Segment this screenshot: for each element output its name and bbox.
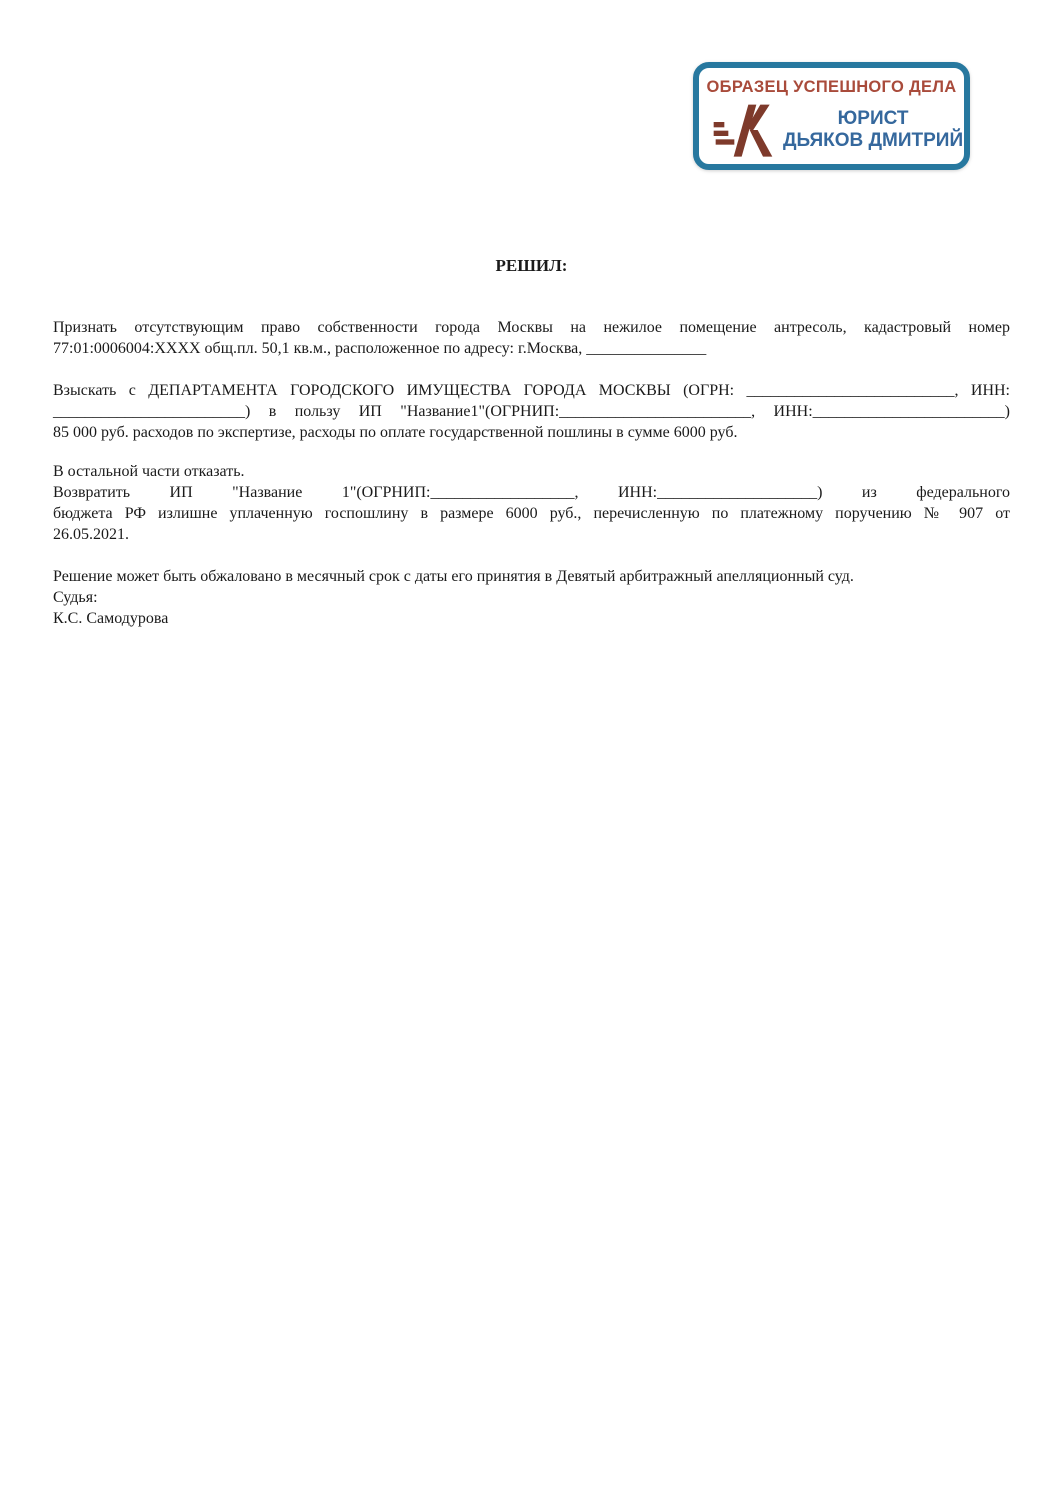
- decision-heading: РЕШИЛ:: [495, 256, 568, 275]
- logo-name: [783, 108, 963, 152]
- text-line: Возвратить ИП "Название 1"(ОГРНИП:__________________, ИНН:____________________) из федерального: [53, 484, 1010, 501]
- text-line: Взыскать с ДЕПАРТАМЕНТА ГОРОДСКОГО ИМУЩЕСТВА ГОРОДА МОСКВЫ (ОГРН: __________________________, ИНН:: [53, 382, 1010, 399]
- logo-tagline: ОБРАЗЕЦ УСПЕШНОГО ДЕЛА: [706, 78, 957, 96]
- stylized-k-logo-icon: [711, 102, 783, 158]
- paragraph-recover-costs: [53, 380, 1010, 443]
- text-line: ________________________) в пользу ИП "Название1"(ОГРНИП:________________________, ИНН:________________________): [53, 403, 1010, 420]
- text-line: 26.05.2021.: [53, 526, 129, 543]
- judge-label: Судья:: [53, 589, 98, 606]
- paragraph-refund-fee: [53, 461, 1010, 545]
- paragraph-recognize-ownership: [53, 317, 1010, 359]
- text-line: 85 000 руб. расходов по экспертизе, расходы по оплате государственной пошлины в сумме 6000 руб.: [53, 424, 738, 441]
- text-line: бюджета РФ излишне уплаченную госпошлину в размере 6000 руб., перечисленную по платежному поручению № 907 от: [53, 505, 1010, 522]
- logo-row: [699, 102, 964, 158]
- text-line: В остальной части отказать.: [53, 463, 245, 480]
- paragraph-appeal-and-judge: [53, 566, 1010, 629]
- law-firm-logo-badge: [693, 62, 970, 170]
- text-line: Признать отсутствующим право собственности города Москвы на нежилое помещение антресоль, кадастровый номер: [53, 319, 1010, 336]
- logo-name-line1: ЮРИСТ: [837, 108, 909, 129]
- judge-name: К.С. Самодурова: [53, 610, 169, 627]
- text-line: Решение может быть обжаловано в месячный срок с даты его принятия в Девятый арбитражный апелляционный суд.: [53, 568, 854, 585]
- text-line: 77:01:0006004:XXXX общ.пл. 50,1 кв.м., расположенное по адресу: г.Москва, _______________: [53, 340, 707, 357]
- logo-name-line2: ДЬЯКОВ ДМИТРИЙ: [783, 130, 964, 151]
